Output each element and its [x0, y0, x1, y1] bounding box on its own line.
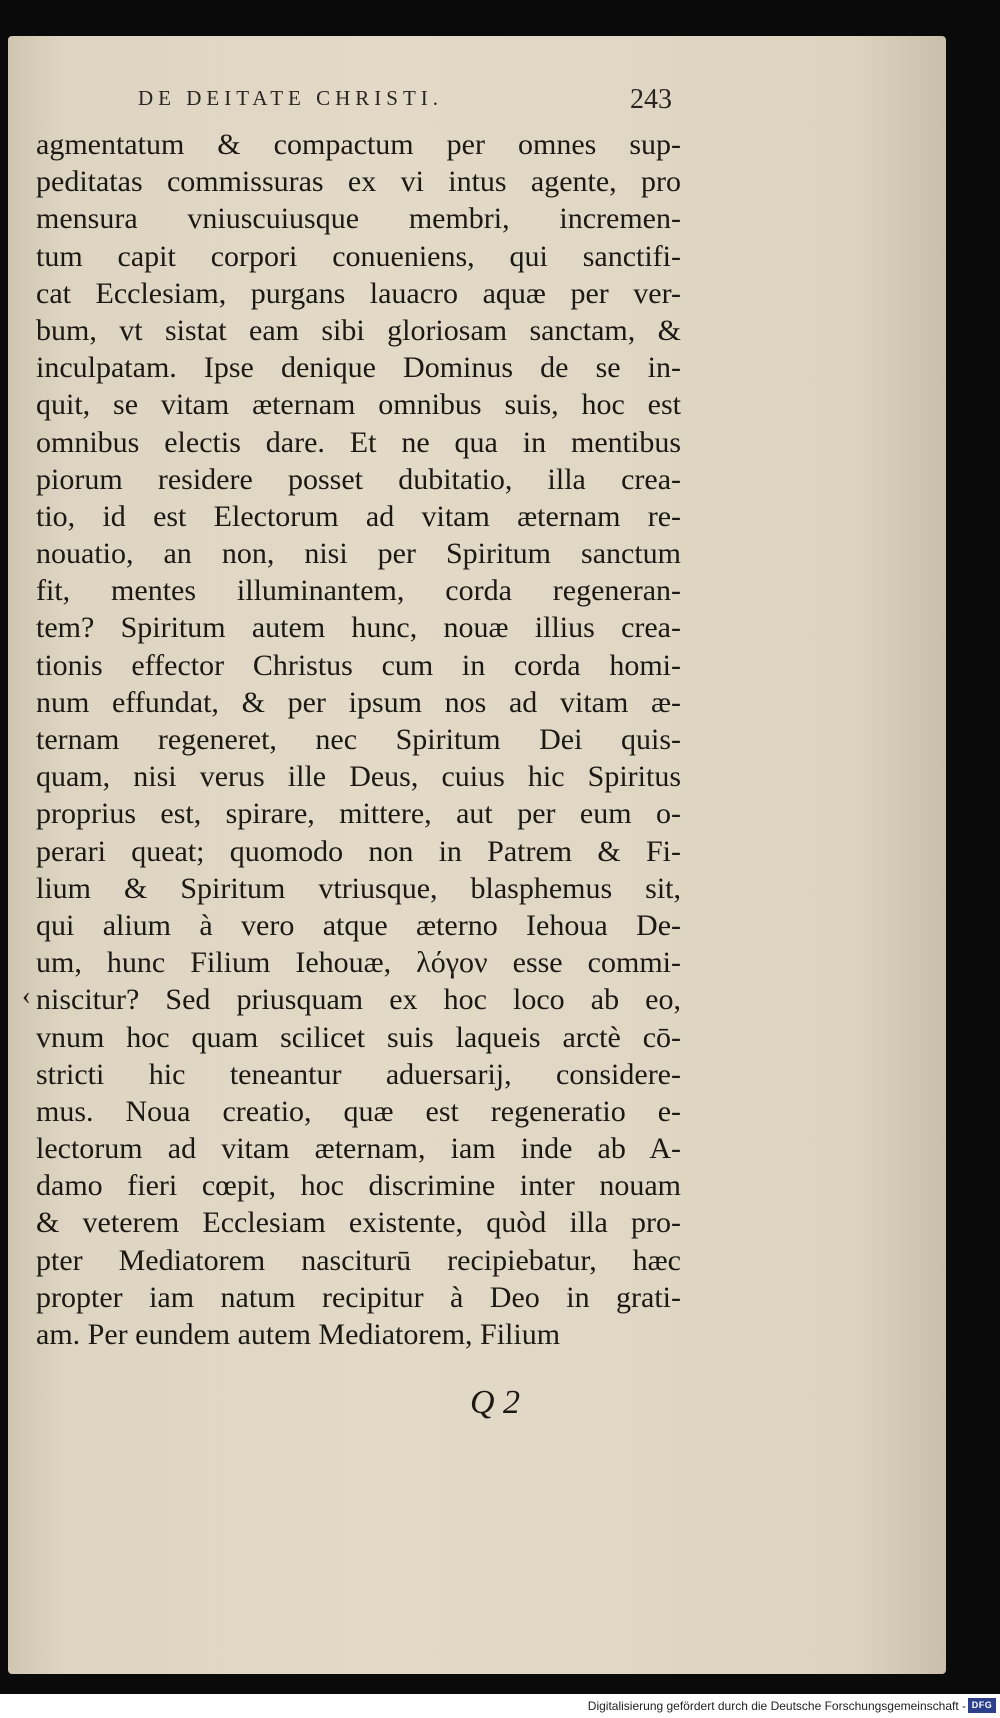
text-line: damo fieri cœpit, hoc discrimine inter nouam [36, 1169, 681, 1203]
text-line: pter Mediatorem nasciturū recipiebatur, hæc [36, 1243, 681, 1277]
text-line: perari queat; quomodo non in Patrem & Fi- [36, 834, 681, 868]
text-line: num effundat, & per ipsum nos ad vitam æ- [36, 685, 681, 719]
text-line: nouatio, an non, nisi per Spiritum sanctum [36, 537, 681, 571]
digitization-footer [0, 1694, 1000, 1718]
text-line: omnibus electis dare. Et ne qua in mentibus [36, 425, 681, 459]
text-line: tum capit corpori conueniens, qui sanctifi- [36, 239, 681, 273]
text-line: & veterem Ecclesiam existente, quòd illa pro- [36, 1206, 681, 1240]
footer-credit: Digitalisierung gefördert durch die Deutsche Forschungsgemeinschaft - [587, 1699, 966, 1713]
running-title: DE DEITATE CHRISTI. [138, 86, 444, 110]
text-line: vnum hoc quam scilicet suis laqueis arctè cō- [36, 1020, 681, 1054]
text-line: am. Per eundem autem Mediatorem, Filium [36, 1318, 561, 1351]
text-line: proprius est, spirare, mittere, aut per eum o- [36, 797, 681, 831]
text-line: bum, vt sistat eam sibi gloriosam sanctam, & [36, 313, 681, 347]
text-line: quam, nisi verus ille Deus, cuius hic Spiritus [36, 760, 681, 794]
text-line: lectorum ad vitam æternam, iam inde ab A- [36, 1132, 681, 1166]
book-page [8, 36, 946, 1674]
margin-mark: ‹ [22, 981, 31, 1010]
text-line: stricti hic teneantur aduersarij, considere- [36, 1057, 681, 1091]
page-number: 243 [630, 84, 672, 115]
text-line: mus. Noua creatio, quæ est regeneratio e- [36, 1094, 681, 1128]
text-line: mensura vniuscuiusque membri, incremen- [36, 202, 681, 236]
text-line: ternam regeneret, nec Spiritum Dei quis- [36, 723, 681, 756]
text-line: cat Ecclesiam, purgans lauacro aquæ per ver- [36, 276, 681, 310]
text-line: inculpatam. Ipse denique Dominus de se in- [36, 351, 681, 385]
text-line: qui alium à vero atque æterno Iehoua De- [36, 908, 681, 942]
text-line: fit, mentes illuminantem, corda regeneran- [36, 574, 681, 608]
text-line: tem? Spiritum autem hunc, nouæ illius crea- [36, 611, 681, 645]
text-line: lium & Spiritum vtriusque, blasphemus sit, [36, 871, 681, 905]
text-line: agmentatum & compactum per omnes sup- [36, 128, 681, 161]
text-block [36, 126, 681, 1353]
text-line: tionis effector Christus cum in corda homi- [36, 648, 681, 682]
text-line: niscitur? Sed priusquam ex hoc loco ab eo, [36, 983, 681, 1017]
text-line: propter iam natum recipitur à Deo in grati- [36, 1280, 681, 1314]
dfg-logo-icon: DFG [968, 1698, 996, 1713]
text-line: um, hunc Filium Iehouæ, λόγον esse commi- [36, 946, 681, 980]
signature-mark: Q 2 [470, 1384, 521, 1421]
text-line: tio, id est Electorum ad vitam æternam re- [36, 499, 681, 533]
text-line: piorum residere posset dubitatio, illa crea- [36, 462, 681, 496]
text-line: peditatas commissuras ex vi intus agente, pro [36, 165, 681, 199]
text-line: quit, se vitam æternam omnibus suis, hoc est [36, 388, 681, 422]
